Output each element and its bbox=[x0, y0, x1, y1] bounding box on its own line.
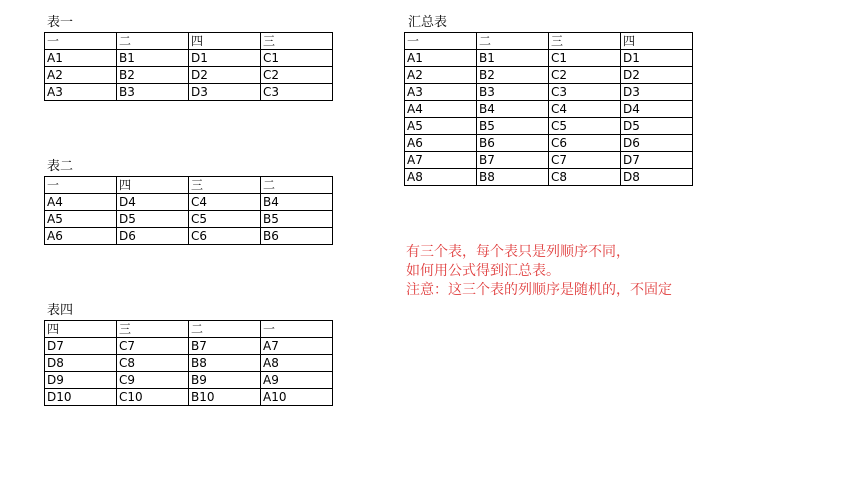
table-cell[interactable]: C4 bbox=[549, 101, 621, 118]
table-cell[interactable]: C6 bbox=[549, 135, 621, 152]
table-cell[interactable]: D1 bbox=[621, 50, 693, 67]
table-cell[interactable]: C9 bbox=[117, 372, 189, 389]
table-cell[interactable]: C5 bbox=[189, 211, 261, 228]
table-cell[interactable]: D5 bbox=[117, 211, 189, 228]
table-cell[interactable]: A2 bbox=[45, 67, 117, 84]
table-cell[interactable]: A1 bbox=[45, 50, 117, 67]
table-row bbox=[405, 118, 693, 135]
table-cell[interactable]: B8 bbox=[189, 355, 261, 372]
table-cell[interactable]: A4 bbox=[405, 101, 477, 118]
header-cell[interactable]: 四 bbox=[45, 321, 117, 338]
table-cell[interactable]: B7 bbox=[477, 152, 549, 169]
table-cell[interactable]: B2 bbox=[477, 67, 549, 84]
table-cell[interactable]: D7 bbox=[45, 338, 117, 355]
table-row bbox=[45, 84, 333, 101]
table-cell[interactable]: A6 bbox=[45, 228, 117, 245]
table-cell[interactable]: A8 bbox=[261, 355, 333, 372]
header-cell[interactable]: 四 bbox=[621, 33, 693, 50]
header-row bbox=[45, 33, 333, 50]
table-cell[interactable]: C5 bbox=[549, 118, 621, 135]
table-cell[interactable]: B6 bbox=[261, 228, 333, 245]
table-cell[interactable]: B3 bbox=[117, 84, 189, 101]
table-cell[interactable]: C8 bbox=[117, 355, 189, 372]
summary-table-title: 汇总表 bbox=[408, 15, 448, 30]
table-row bbox=[45, 355, 333, 372]
table-title: 表四 bbox=[47, 303, 74, 318]
table-row bbox=[45, 67, 333, 84]
table-cell[interactable]: A7 bbox=[405, 152, 477, 169]
table-cell[interactable]: D1 bbox=[189, 50, 261, 67]
table-row bbox=[45, 372, 333, 389]
table-cell[interactable]: D6 bbox=[117, 228, 189, 245]
table-cell[interactable]: B6 bbox=[477, 135, 549, 152]
table-cell[interactable]: D3 bbox=[621, 84, 693, 101]
table-cell[interactable]: C1 bbox=[549, 50, 621, 67]
table-cell[interactable]: B4 bbox=[477, 101, 549, 118]
table-row bbox=[45, 211, 333, 228]
header-cell[interactable]: 一 bbox=[405, 33, 477, 50]
header-cell[interactable]: 四 bbox=[189, 33, 261, 50]
table-cell[interactable]: B9 bbox=[189, 372, 261, 389]
table-cell[interactable]: D5 bbox=[621, 118, 693, 135]
table-cell[interactable]: A9 bbox=[261, 372, 333, 389]
table-cell[interactable]: A5 bbox=[405, 118, 477, 135]
table-cell[interactable]: D7 bbox=[621, 152, 693, 169]
table-cell[interactable]: A1 bbox=[405, 50, 477, 67]
table-cell[interactable]: D8 bbox=[45, 355, 117, 372]
table-cell[interactable]: B8 bbox=[477, 169, 549, 186]
table-cell[interactable]: D2 bbox=[189, 67, 261, 84]
table-row bbox=[45, 338, 333, 355]
table-cell[interactable]: C3 bbox=[549, 84, 621, 101]
table-cell[interactable]: B2 bbox=[117, 67, 189, 84]
header-cell[interactable]: 三 bbox=[261, 33, 333, 50]
table-cell[interactable]: C7 bbox=[117, 338, 189, 355]
table-cell[interactable]: C8 bbox=[549, 169, 621, 186]
header-row bbox=[45, 321, 333, 338]
header-cell[interactable]: 二 bbox=[261, 177, 333, 194]
question-note bbox=[406, 243, 672, 300]
table-row bbox=[45, 194, 333, 211]
table-cell[interactable]: B7 bbox=[189, 338, 261, 355]
header-cell[interactable]: 二 bbox=[117, 33, 189, 50]
table-cell[interactable]: A5 bbox=[45, 211, 117, 228]
table-cell[interactable]: B5 bbox=[477, 118, 549, 135]
table-title: 表一 bbox=[47, 15, 74, 30]
header-cell[interactable]: 一 bbox=[45, 177, 117, 194]
table-cell[interactable]: D8 bbox=[621, 169, 693, 186]
table-cell[interactable]: D4 bbox=[117, 194, 189, 211]
table-cell[interactable]: D3 bbox=[189, 84, 261, 101]
table-row bbox=[405, 50, 693, 67]
header-cell[interactable]: 二 bbox=[477, 33, 549, 50]
header-row bbox=[405, 33, 693, 50]
data-table bbox=[44, 176, 333, 245]
table-row bbox=[45, 50, 333, 67]
table-cell[interactable]: A3 bbox=[405, 84, 477, 101]
table-cell[interactable]: D2 bbox=[621, 67, 693, 84]
table-cell[interactable]: B1 bbox=[477, 50, 549, 67]
note-line: 注意：这三个表的列顺序是随机的，不固定 bbox=[406, 282, 672, 298]
table-row bbox=[45, 228, 333, 245]
table-cell[interactable]: C2 bbox=[549, 67, 621, 84]
table-row bbox=[405, 67, 693, 84]
table-cell[interactable]: A10 bbox=[261, 389, 333, 406]
table-row bbox=[405, 152, 693, 169]
table-cell[interactable]: A7 bbox=[261, 338, 333, 355]
table-cell[interactable]: A3 bbox=[45, 84, 117, 101]
table-cell[interactable]: D6 bbox=[621, 135, 693, 152]
note-line: 有三个表，每个表只是列顺序不同， bbox=[406, 244, 630, 260]
table-cell[interactable]: C3 bbox=[261, 84, 333, 101]
table-cell[interactable]: A8 bbox=[405, 169, 477, 186]
table-cell[interactable]: D4 bbox=[621, 101, 693, 118]
table-cell[interactable]: C2 bbox=[261, 67, 333, 84]
table-row bbox=[405, 169, 693, 186]
table-row bbox=[405, 84, 693, 101]
table-cell[interactable]: B10 bbox=[189, 389, 261, 406]
table-cell[interactable]: B1 bbox=[117, 50, 189, 67]
table-cell[interactable]: B4 bbox=[261, 194, 333, 211]
table-cell[interactable]: B5 bbox=[261, 211, 333, 228]
note-line: 如何用公式得到汇总表。 bbox=[406, 263, 560, 279]
table-title: 表二 bbox=[47, 159, 74, 174]
table-cell[interactable]: D9 bbox=[45, 372, 117, 389]
header-cell[interactable]: 一 bbox=[261, 321, 333, 338]
table-cell[interactable]: C6 bbox=[189, 228, 261, 245]
header-cell[interactable]: 三 bbox=[189, 177, 261, 194]
table-cell[interactable]: C1 bbox=[261, 50, 333, 67]
table-cell[interactable]: A2 bbox=[405, 67, 477, 84]
data-table bbox=[44, 320, 333, 406]
summary-table bbox=[404, 32, 693, 186]
table-cell[interactable]: C7 bbox=[549, 152, 621, 169]
header-cell[interactable]: 一 bbox=[45, 33, 117, 50]
table-row bbox=[405, 101, 693, 118]
header-cell[interactable]: 四 bbox=[117, 177, 189, 194]
table-cell[interactable]: A6 bbox=[405, 135, 477, 152]
table-cell[interactable]: A4 bbox=[45, 194, 117, 211]
table-row bbox=[45, 389, 333, 406]
header-cell[interactable]: 三 bbox=[549, 33, 621, 50]
data-table bbox=[44, 32, 333, 101]
table-row bbox=[405, 135, 693, 152]
table-cell[interactable]: D10 bbox=[45, 389, 117, 406]
header-cell[interactable]: 三 bbox=[117, 321, 189, 338]
header-row bbox=[45, 177, 333, 194]
table-cell[interactable]: B3 bbox=[477, 84, 549, 101]
table-cell[interactable]: C10 bbox=[117, 389, 189, 406]
header-cell[interactable]: 二 bbox=[189, 321, 261, 338]
table-cell[interactable]: C4 bbox=[189, 194, 261, 211]
